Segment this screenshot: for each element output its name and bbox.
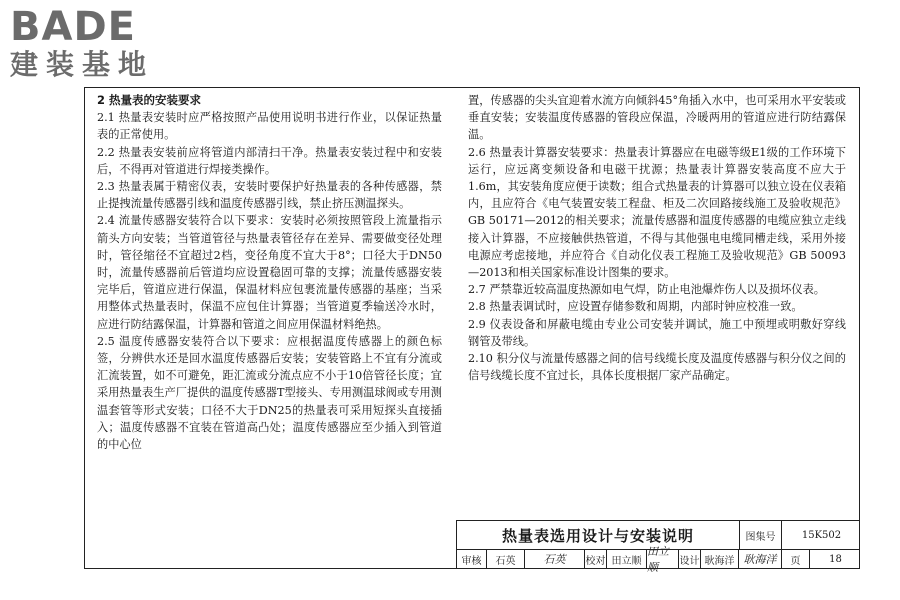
paragraph-2-6: 2.6 热量表计算器安装要求：热量表计算器应在电磁等级E1级的工作环境下运行，应远离变频设备和电磁干扰源；热量表计算器安装高度不应大于1.6m，其安装角度应便于读数；组合式热量表的计算器可以独立设在仪表箱内，且应符合《电气装置安装工程盘、柜及二次回路接线施工及验收规范》GB 50171—2012的相关要求；流量传感器和温度传感器的电缆应独立走线接入计算器，不应接触供热管道，不得与其他强电电缆同槽走线，采用外接电源应考虑接地，并应符合《自动化仪表工程施工及验收规范》GB 50093—2013和相关国家标准设计图集的要求。 (468, 145, 846, 280)
review-label: 审核 (457, 549, 487, 569)
title-block-row-bottom (457, 545, 860, 574)
reviewer-signature: 石英 (525, 549, 585, 569)
paragraph-2-4: 2.4 流量传感器安装符合以下要求：安装时必须按照管段上流量指示箭头方向安装；当管道管径与热量表管径存在差异、需要做变径处理时，管径缩径不宜超过2档，变径角度不宜大于8°；口径大于DN50时，流量传感器前后管道均应设置稳固可靠的支撑；流量传感器安装完毕后，管道应进行保温，保温材料应包裹流量传感器的基座；当采用整体式热量表时，保温不应包住计算器；当管道夏季输送冷水时，应进行防结露保温，计算器和管道之间应用保温材料绝热。 (97, 214, 442, 331)
page-number: 18 (829, 553, 842, 565)
paragraph-2-8: 2.8 热量表调试时，应设置存储参数和周期，内部时钟应校准一致。 (468, 300, 803, 314)
logo-english-text: BADE (10, 4, 136, 50)
paragraph-2-1: 2.1 热量表安装时应严格按照产品使用说明书进行作业，以保证热量表的正常使用。 (97, 111, 442, 142)
paragraph-2-2: 2.2 热量表安装前应将管道内部清扫干净。热量表安装过程中和安装后，不得再对管道进行焊接类操作。 (97, 145, 442, 176)
designer-signature: 耿海洋 (739, 549, 782, 569)
logo-chinese-text: 建装基地 (10, 48, 155, 81)
check-label: 校对 (585, 549, 607, 569)
paragraph-2-3: 2.3 热量表属于精密仪表，安装时要保护好热量表的各种传感器，禁止提拽流量传感器引线和温度传感器引线，禁止挤压测温探头。 (97, 180, 442, 211)
paragraph-2-10: 2.10 积分仪与流量传感器之间的信号线缆长度及温度传感器与积分仪之间的信号线缆长度不宜过长，具体长度根据厂家产品确定。 (468, 352, 846, 383)
design-label: 设计 (679, 549, 701, 569)
atlas-number: 15K502 (801, 529, 842, 541)
title-block (456, 520, 860, 574)
section-heading: 2 热量表的安装要求 (97, 93, 202, 107)
paragraph-2-7: 2.7 严禁靠近较高温度热源如电气焊，防止电池爆炸伤人以及损坏仪表。 (468, 283, 825, 297)
page-label: 页 (782, 549, 810, 569)
paragraph-2-5-continued: 置，传感器的尖头宜迎着水流方向倾斜45°角插入水中，也可采用水平安装或垂直安装；安装温度传感器的管段应保温，冷暖两用的管道应进行防结露保温。 (468, 94, 846, 142)
paragraph-2-9: 2.9 仪表设备和屏蔽电缆由专业公司安装并调试，施工中预埋或明敷好穿线钢管及带线。 (468, 317, 846, 348)
left-text-column (97, 92, 442, 453)
checker-name: 田立顺 (607, 549, 647, 569)
right-text-column (468, 92, 846, 384)
designer-name: 耿海洋 (701, 549, 739, 569)
atlas-number-label: 图集号 (740, 521, 782, 549)
brand-logo (10, 6, 180, 86)
checker-signature: 田立顺 (647, 549, 679, 569)
reviewer-name: 石英 (487, 549, 525, 569)
paragraph-2-5: 2.5 温度传感器安装符合以下要求：应根据温度传感器上的颜色标签，分辨供水还是回水温度传感器后安装；安装管路上不宜有分流或汇流装置，如不可避免，距汇流或分流点应不小于10倍管径长度；宜采用热量表生产厂提供的温度传感器T型接头、专用测温球阀或专用测温套管等形式安装；口径不大于DN25的热量表可采用短探头直接插入；温度传感器不宜装在管道高凸处；温度传感器应至少插入到管道的中心位 (97, 334, 442, 452)
drawing-title: 热量表选用设计与安装说明 (457, 521, 740, 549)
